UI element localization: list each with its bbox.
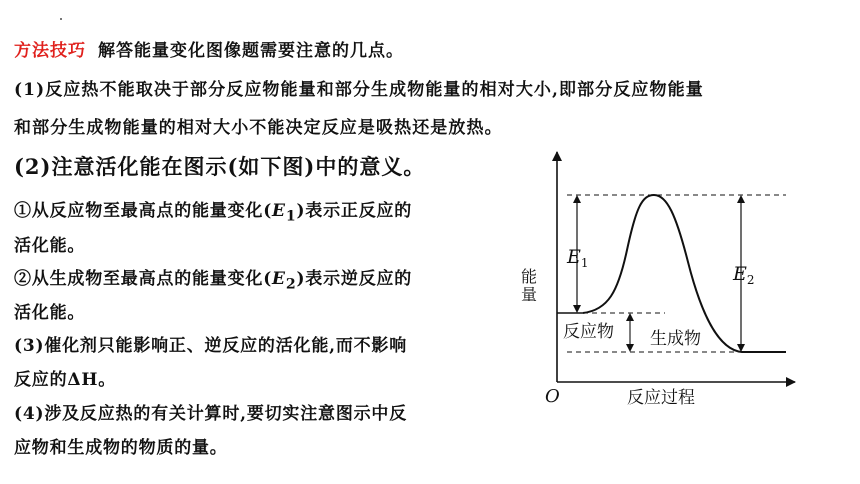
item1-text-pre: ①从反应物至最高点的能量变化( xyxy=(14,201,273,221)
y-axis-label: 能量 xyxy=(518,268,538,304)
item2-sub: 2 xyxy=(285,276,297,293)
point4-line2: 应物和生成物的物质的量。 xyxy=(14,438,228,458)
product-label: 生成物 xyxy=(650,329,701,349)
tips-title: 解答能量变化图像题需要注意的几点。 xyxy=(98,41,404,61)
point1-line1: (1)反应热不能取决于部分反应物能量和部分生成物能量的相对大小,即部分反应物能量 xyxy=(14,80,704,100)
tips-tag: 方法技巧 xyxy=(14,41,86,61)
item2-text-pre: ②从生成物至最高点的能量变化( xyxy=(14,269,273,289)
origin-label: O xyxy=(545,386,560,407)
point1-line2: 和部分生成物能量的相对大小不能决定反应是吸热还是放热。 xyxy=(14,118,503,138)
e1-label: $E_1$ xyxy=(567,246,589,270)
x-axis-label: 反应过程 xyxy=(627,388,695,408)
point3-line1: (3)催化剂只能影响正、逆反应的活化能,而不影响 xyxy=(14,336,408,356)
item1-sub: 1 xyxy=(285,208,297,225)
reactant-label: 反应物 xyxy=(563,322,614,342)
point3-line2: 反应的ΔH。 xyxy=(14,370,117,390)
point2-heading: (2)注意活化能在图示(如下图)中的意义。 xyxy=(14,154,426,179)
item1-text-post: )表示正反应的 xyxy=(296,201,413,221)
e2-label: $E_2$ xyxy=(733,263,755,287)
point2-item2-line2: 活化能。 xyxy=(14,303,86,323)
item1-var: E xyxy=(272,201,286,221)
item2-var: E xyxy=(272,269,286,289)
item2-text-post: )表示逆反应的 xyxy=(296,269,413,289)
point4-line1: (4)涉及反应热的有关计算时,要切实注意图示中反 xyxy=(14,404,408,424)
point2-item1-line2: 活化能。 xyxy=(14,236,86,256)
